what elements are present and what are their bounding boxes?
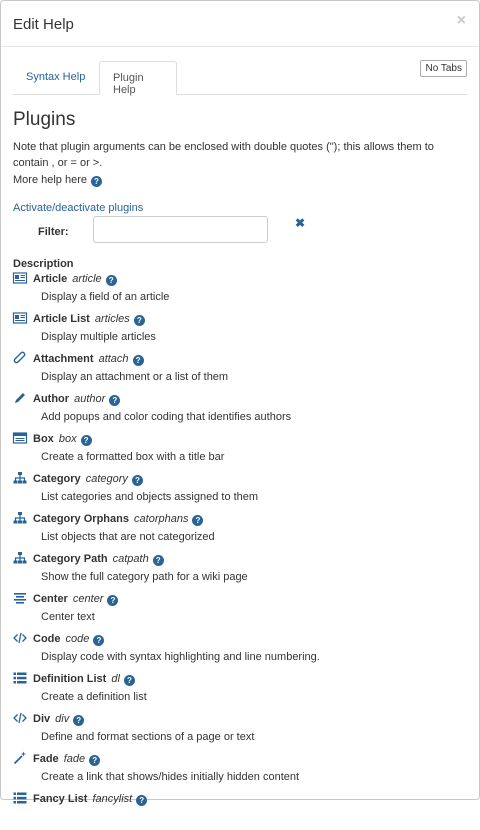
plugin-description: List categories and objects assigned to them (41, 491, 259, 503)
plugin-item-attach (13, 350, 467, 390)
dialog-header (1, 1, 479, 47)
code-icon (13, 711, 27, 725)
plugin-description: Display code with syntax highlighting and line numbering. (41, 651, 320, 663)
plugin-title: Box (33, 433, 54, 445)
filter-input[interactable] (93, 216, 268, 243)
more-help-line (13, 172, 467, 188)
plugin-item-dl (13, 670, 467, 710)
tab-syntax-help[interactable]: Syntax Help (26, 71, 86, 83)
page-title: Plugins (13, 109, 76, 130)
plugin-description: Display an attachment or a list of them (41, 371, 229, 383)
help-icon[interactable]: ? (81, 435, 92, 446)
clear-filter-icon[interactable]: ✖ (295, 216, 306, 230)
filter-row (13, 216, 467, 250)
plugin-title: Code (33, 633, 61, 645)
plugin-title: Center (33, 593, 68, 605)
plugin-name-line (13, 311, 145, 327)
help-icon[interactable]: ? (132, 475, 143, 486)
plugin-description: Display a field of an article (41, 291, 170, 303)
plugin-code: article (69, 273, 102, 285)
help-icon[interactable]: ? (73, 715, 84, 726)
plugin-name-line (13, 551, 164, 567)
plugin-item-fancylist (13, 790, 467, 830)
description-heading: Description (13, 258, 74, 270)
plugin-item-article (13, 270, 467, 310)
plugin-description: Create a definition list (41, 691, 147, 703)
plugin-item-fade (13, 750, 467, 790)
plugin-code: catpath (109, 553, 149, 565)
plugin-title: Category Orphans (33, 513, 129, 525)
plugin-code: dl (108, 673, 120, 685)
no-tabs-button[interactable]: No Tabs (420, 60, 467, 77)
plugin-item-author (13, 390, 467, 430)
tab-plugin-help[interactable]: Plugin Help (99, 61, 177, 95)
close-icon[interactable]: × (456, 12, 466, 29)
plugin-title: Attachment (33, 353, 94, 365)
plugin-name-line (13, 631, 104, 647)
plugin-title: Article List (33, 313, 90, 325)
plugin-item-catpath (13, 550, 467, 590)
plugin-title: Category Path (33, 553, 108, 565)
plugin-help-content (1, 109, 479, 830)
list-icon (13, 671, 27, 685)
code-icon (13, 631, 27, 645)
plugin-name-line (13, 391, 120, 407)
plugin-name-line (13, 711, 84, 727)
magic-wand-icon (13, 751, 27, 765)
help-icon[interactable]: ? (153, 555, 164, 566)
plugin-item-category (13, 470, 467, 510)
more-help-text: More help here (13, 174, 87, 186)
plugin-name-line (13, 351, 144, 367)
plugin-name-line (13, 791, 147, 807)
help-icon[interactable]: ? (136, 795, 147, 806)
help-icon[interactable]: ? (134, 315, 145, 326)
plugin-description: List objects that are not categorized (41, 531, 215, 543)
plugin-item-center (13, 590, 467, 630)
activate-plugins-link[interactable]: Activate/deactivate plugins (13, 202, 144, 214)
plugin-name-line (13, 751, 100, 767)
plugin-name-line (13, 471, 143, 487)
plugin-description: Create a formatted box with a title bar (41, 451, 225, 463)
filter-label: Filter: (38, 226, 69, 238)
help-icon[interactable]: ? (109, 395, 120, 406)
plugin-title: Fade (33, 753, 59, 765)
plugin-item-catorphans (13, 510, 467, 550)
help-icon[interactable]: ? (93, 635, 104, 646)
plugin-name-line (13, 431, 92, 447)
sitemap-icon (13, 551, 27, 565)
dialog-title: Edit Help (13, 16, 74, 33)
plugin-description: Define and format sections of a page or text (41, 731, 255, 743)
article-icon (13, 311, 27, 325)
plugin-name-line (13, 591, 118, 607)
plugin-code: articles (91, 313, 130, 325)
plugin-name-line (13, 271, 117, 287)
help-icon[interactable]: ? (107, 595, 118, 606)
plugin-title: Category (33, 473, 81, 485)
pencil-icon (13, 391, 27, 405)
plugin-code: catorphans (130, 513, 189, 525)
help-icon[interactable]: ? (124, 675, 135, 686)
help-icon[interactable]: ? (89, 755, 100, 766)
plugin-item-articles (13, 310, 467, 350)
help-icon[interactable]: ? (91, 176, 102, 187)
align-center-icon (13, 591, 27, 605)
plugin-code: code (62, 633, 90, 645)
plugin-code: fancylist (89, 793, 133, 805)
plugin-title: Definition List (33, 673, 107, 685)
sitemap-icon (13, 511, 27, 525)
quote-note: Note that plugin arguments can be enclosed with double quotes ("); this allows them to contain , or = or >. (13, 141, 434, 169)
plugin-code: fade (60, 753, 86, 765)
paperclip-icon (13, 351, 27, 365)
plugin-code: category (82, 473, 128, 485)
plugin-name-line (13, 671, 135, 687)
plugin-description: Create a link that shows/hides initially hidden content (41, 771, 300, 783)
plugin-code: box (55, 433, 77, 445)
plugin-code: center (69, 593, 104, 605)
plugin-description: Add popups and color coding that identifies authors (41, 411, 292, 423)
plugin-list (13, 270, 467, 830)
plugin-name-line (13, 511, 203, 527)
plugin-title: Article (33, 273, 68, 285)
plugin-description: Center text (41, 611, 95, 623)
plugin-title: Div (33, 713, 51, 725)
plugin-item-box (13, 430, 467, 470)
list-icon (13, 791, 27, 805)
plugin-code: attach (95, 353, 129, 365)
plugin-description: Display multiple articles (41, 331, 156, 343)
plugin-code: div (52, 713, 70, 725)
help-icon[interactable]: ? (106, 275, 117, 286)
plugin-description: Show the full category path for a wiki page (41, 571, 248, 583)
plugin-item-code (13, 630, 467, 670)
plugin-item-div (13, 710, 467, 750)
sitemap-icon (13, 471, 27, 485)
plugin-title: Fancy List (33, 793, 88, 805)
tab-bar (1, 47, 479, 95)
box-icon (13, 431, 27, 445)
plugin-code: author (71, 393, 106, 405)
help-icon[interactable]: ? (133, 355, 144, 366)
article-icon (13, 271, 27, 285)
plugin-title: Author (33, 393, 70, 405)
help-icon[interactable]: ? (192, 515, 203, 526)
